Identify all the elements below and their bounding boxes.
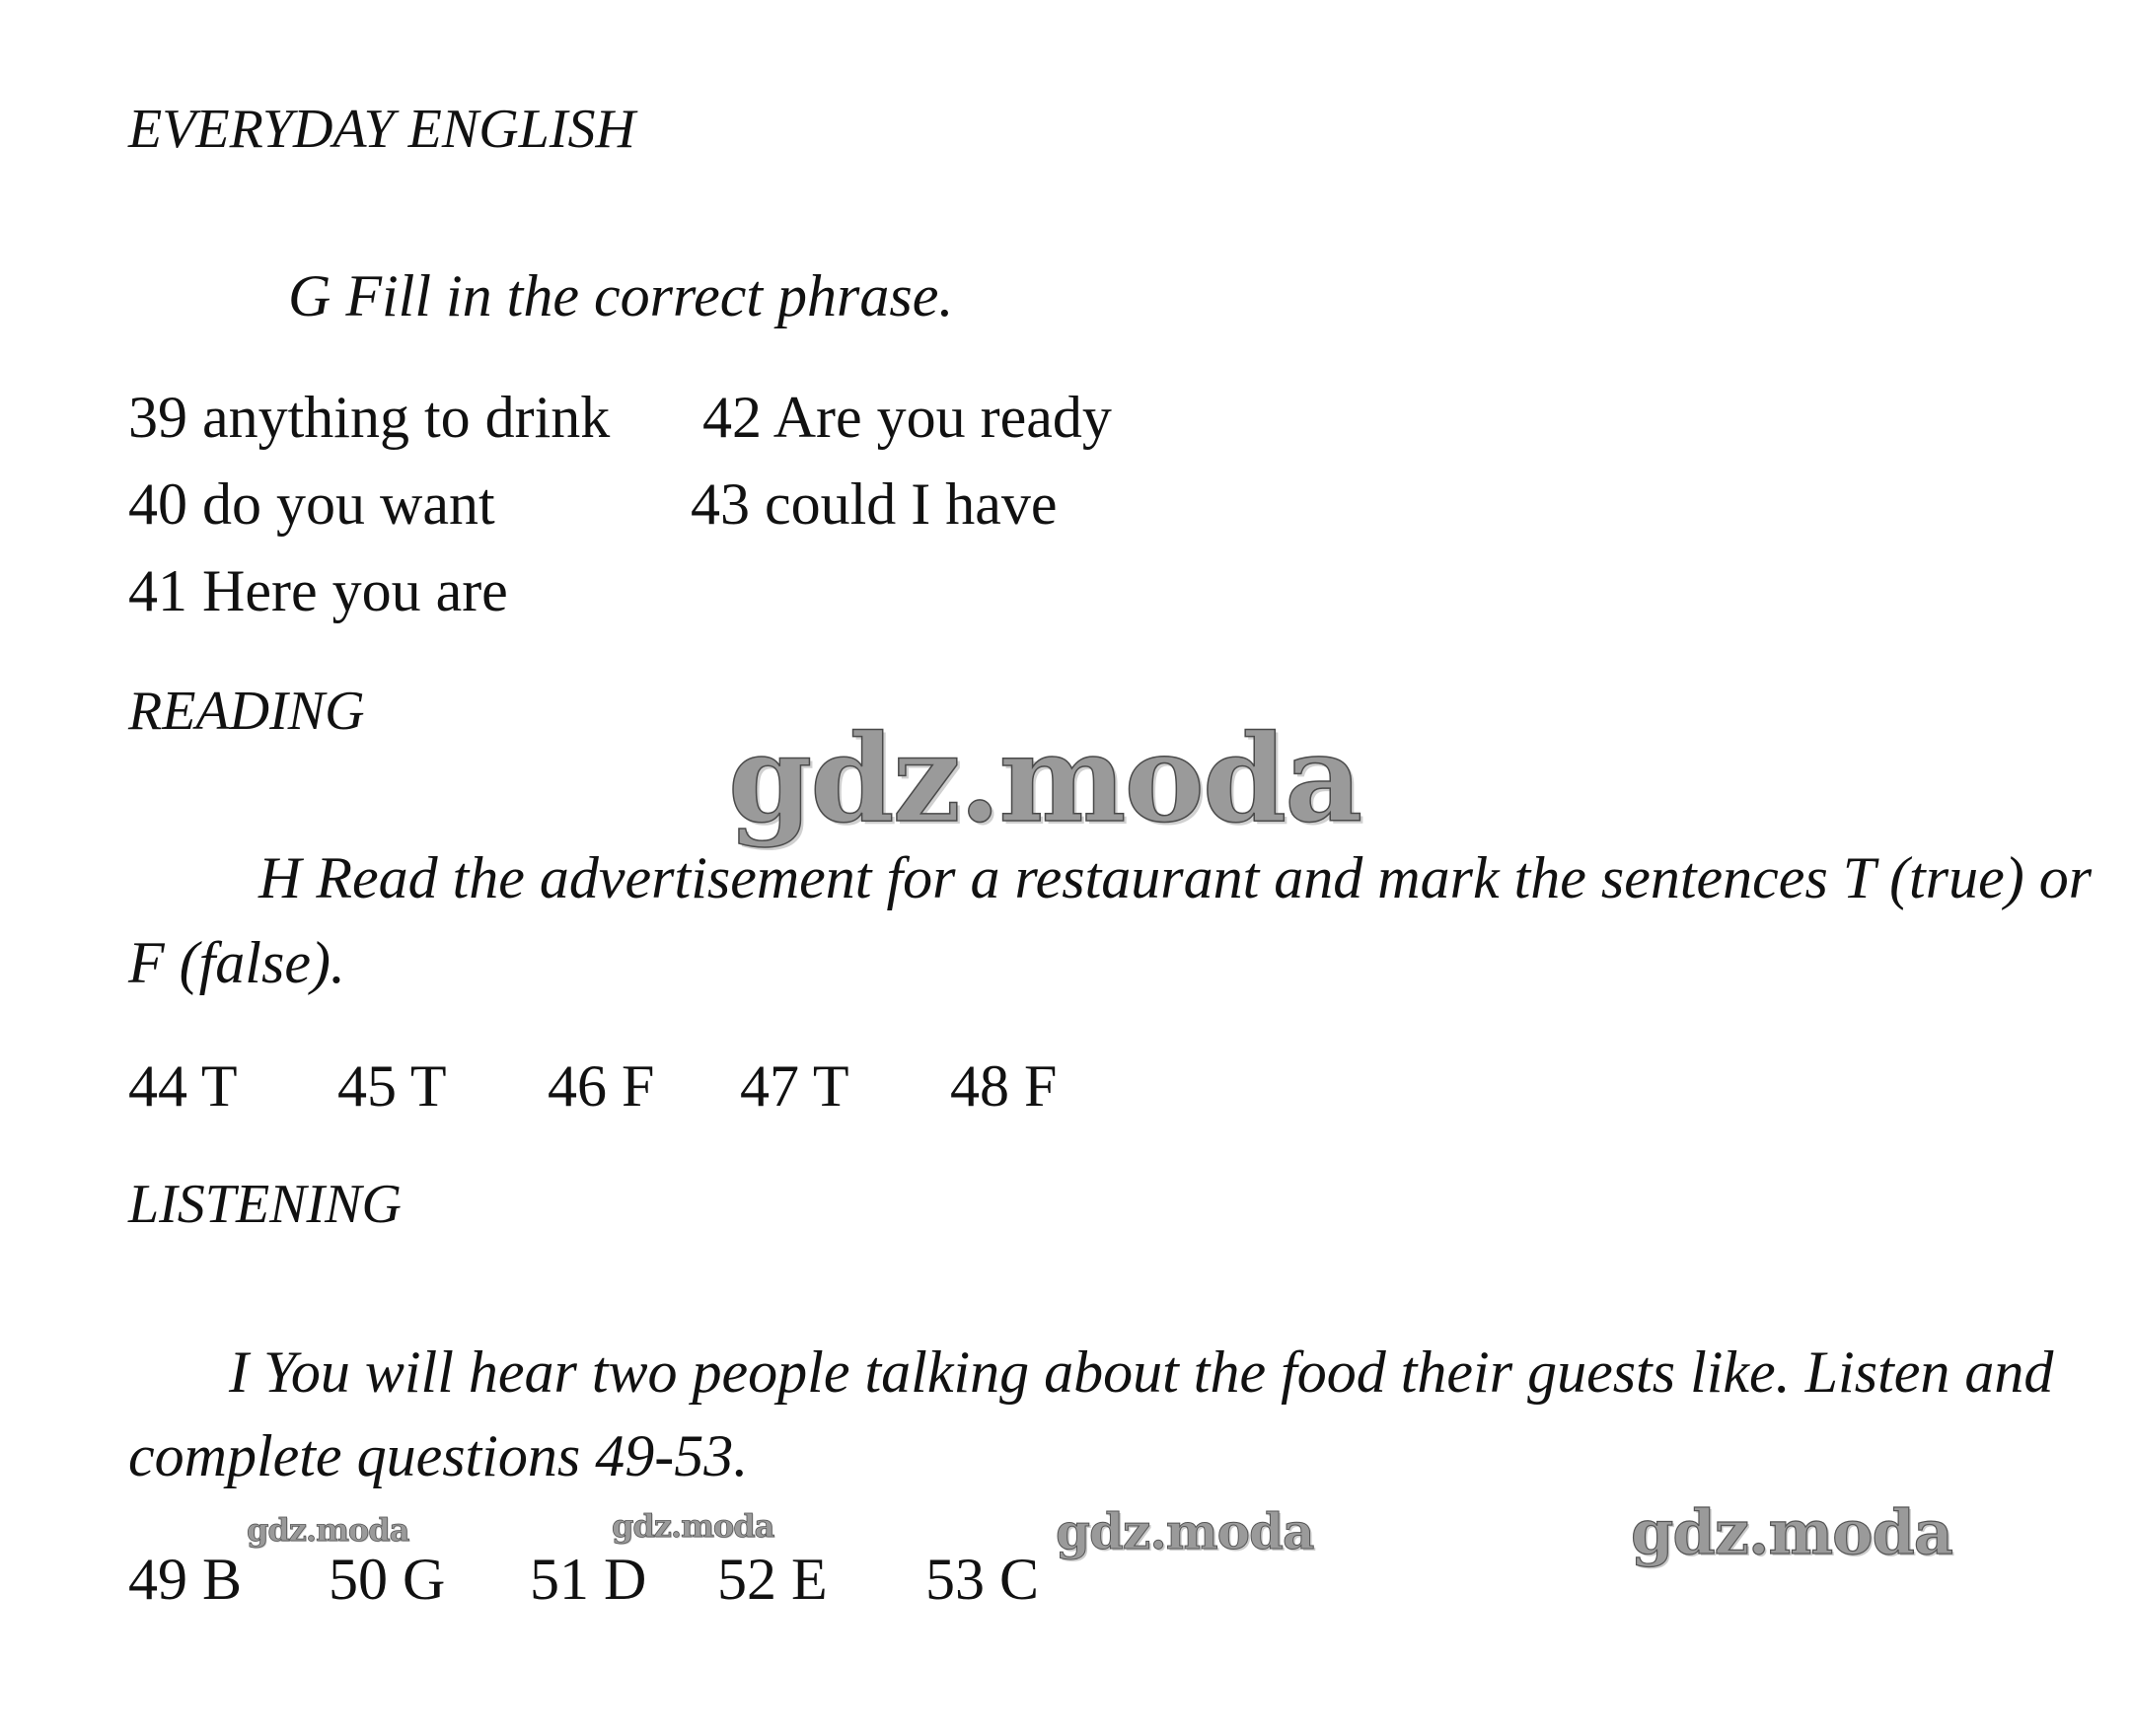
instruction-i-line2: complete questions 49-53. — [128, 1423, 749, 1488]
answer-41: 41 Here you are — [128, 558, 508, 623]
answer-44: 44 T — [128, 1053, 238, 1119]
answer-42: 42 Are you ready — [702, 385, 1112, 450]
answer-46: 46 F — [548, 1053, 655, 1119]
section-heading-everyday-english: EVERYDAY ENGLISH — [128, 99, 635, 160]
section-heading-listening: LISTENING — [128, 1174, 402, 1235]
watermark-logo: gdz.moda — [612, 1507, 774, 1545]
watermark-logo: gdz.moda — [247, 1511, 409, 1549]
answer-40: 40 do you want — [128, 471, 495, 537]
instruction-h-line2: F (false). — [128, 930, 345, 995]
answer-47: 47 T — [740, 1053, 849, 1119]
answer-52: 52 E — [717, 1547, 828, 1612]
answer-48: 48 F — [950, 1053, 1058, 1119]
answer-50: 50 G — [329, 1547, 446, 1612]
answer-49: 49 B — [128, 1547, 243, 1612]
watermark-logo: gdz.moda — [1056, 1502, 1314, 1560]
instruction-g: G Fill in the correct phrase. — [288, 263, 954, 328]
instruction-h-line1: H Read the advertisement for a restaurant and mark the sentences T (true) or — [258, 845, 2093, 910]
answer-45: 45 T — [337, 1053, 447, 1119]
watermark-logo: gdz.moda — [728, 707, 1361, 849]
answer-43: 43 could I have — [691, 471, 1058, 537]
answer-53: 53 C — [925, 1547, 1040, 1612]
watermark-logo: gdz.moda — [1631, 1496, 1952, 1568]
section-heading-reading: READING — [128, 681, 365, 742]
answer-51: 51 D — [530, 1547, 647, 1612]
answer-39: 39 anything to drink — [128, 385, 611, 450]
instruction-i-line1: I You will hear two people talking about the food their guests like. Listen and — [229, 1339, 2054, 1405]
